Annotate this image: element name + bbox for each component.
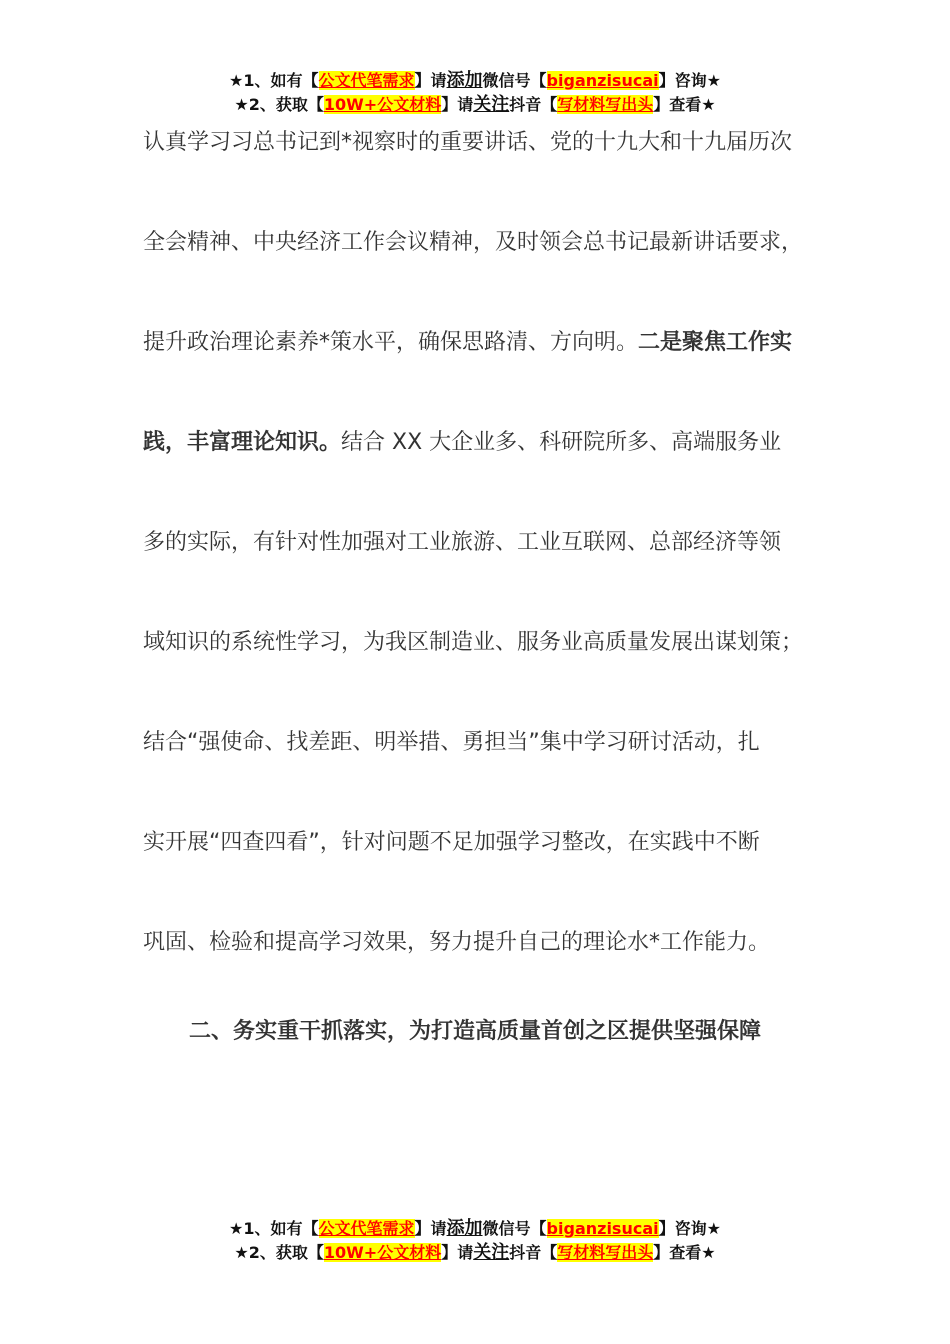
body-line: 全会精神、中央经济工作会议精神，及时领会总书记最新讲话要求， <box>143 230 804 255</box>
promo-emphasis: 添加 <box>446 70 483 91</box>
promo-text: 抖音【 <box>509 1243 558 1262</box>
body-line <box>143 421 843 521</box>
promo-text: 微信号【 <box>482 71 547 90</box>
promo-line-2 <box>0 93 950 117</box>
star-icon: ★ <box>229 1219 244 1238</box>
promo-douyin-id: 写材料写出头 <box>557 1243 654 1262</box>
body-line: 结合“强使命、找差距、明举措、勇担当”集中学习研讨活动，扎 <box>143 730 760 755</box>
body-line: 域知识的系统性学习，为我区制造业、服务业高质量发展出谋划策； <box>143 630 804 655</box>
promo-highlight: 10W+公文材料 <box>323 1243 442 1262</box>
promo-line-1 <box>0 1217 950 1241</box>
star-icon: ★ <box>234 95 249 114</box>
promo-text: 微信号【 <box>482 1219 547 1238</box>
section-heading: 二、务实重干抓落实，为打造高质量首创之区提供坚强保障 <box>188 1019 761 1044</box>
body-text: 提升政治理论素养*策水平，确保思路清、方向明。 <box>143 330 639 355</box>
promo-text: 1、如有【 <box>243 71 319 90</box>
promo-highlight: 10W+公文材料 <box>323 95 442 114</box>
promo-text: 】咨询★ <box>658 71 721 90</box>
promo-text: 抖音【 <box>509 95 558 114</box>
body-line: 实开展“四查四看”，针对问题不足加强学习整改，在实践中不断 <box>143 830 760 855</box>
body-line: 巩固、检验和提高学习效果，努力提升自己的理论水*工作能力。 <box>143 930 771 955</box>
promo-text: 】请 <box>441 1243 474 1262</box>
promo-highlight: 公文代笔需求 <box>318 1219 415 1238</box>
promo-text: 2、获取【 <box>248 1243 324 1262</box>
promo-emphasis: 添加 <box>446 1218 483 1239</box>
star-icon: ★ <box>229 71 244 90</box>
promo-text: 】请 <box>414 71 447 90</box>
document-body <box>143 121 843 1021</box>
body-bold-text: 二是聚焦工作实 <box>638 330 793 355</box>
promo-highlight: 公文代笔需求 <box>318 71 415 90</box>
promo-text: 2、获取【 <box>248 95 324 114</box>
promo-wechat-id: biganzisucai <box>546 71 659 90</box>
promo-text: 1、如有【 <box>243 1219 319 1238</box>
promo-douyin-id: 写材料写出头 <box>557 95 654 114</box>
promo-text: 】请 <box>414 1219 447 1238</box>
promo-text: 】查看★ <box>653 95 716 114</box>
promo-emphasis: 关注 <box>473 94 510 115</box>
header-promo-banner <box>0 69 950 117</box>
body-line: 多的实际，有针对性加强对工业旅游、工业互联网、总部经济等领 <box>143 530 782 555</box>
star-icon: ★ <box>234 1243 249 1262</box>
promo-emphasis: 关注 <box>473 1242 510 1263</box>
body-line <box>143 321 843 421</box>
body-bold-text: 践，丰富理论知识。 <box>143 430 342 455</box>
promo-text: 】咨询★ <box>658 1219 721 1238</box>
promo-line-1 <box>0 69 950 93</box>
promo-text: 】请 <box>441 95 474 114</box>
body-line: 认真学习习总书记到*视察时的重要讲话、党的十九大和十九届历次 <box>143 130 793 155</box>
promo-line-2 <box>0 1241 950 1265</box>
promo-wechat-id: biganzisucai <box>546 1219 659 1238</box>
body-text: 结合 XX 大企业多、科研院所多、高端服务业 <box>341 430 782 455</box>
footer-promo-banner <box>0 1217 950 1265</box>
promo-text: 】查看★ <box>653 1243 716 1262</box>
